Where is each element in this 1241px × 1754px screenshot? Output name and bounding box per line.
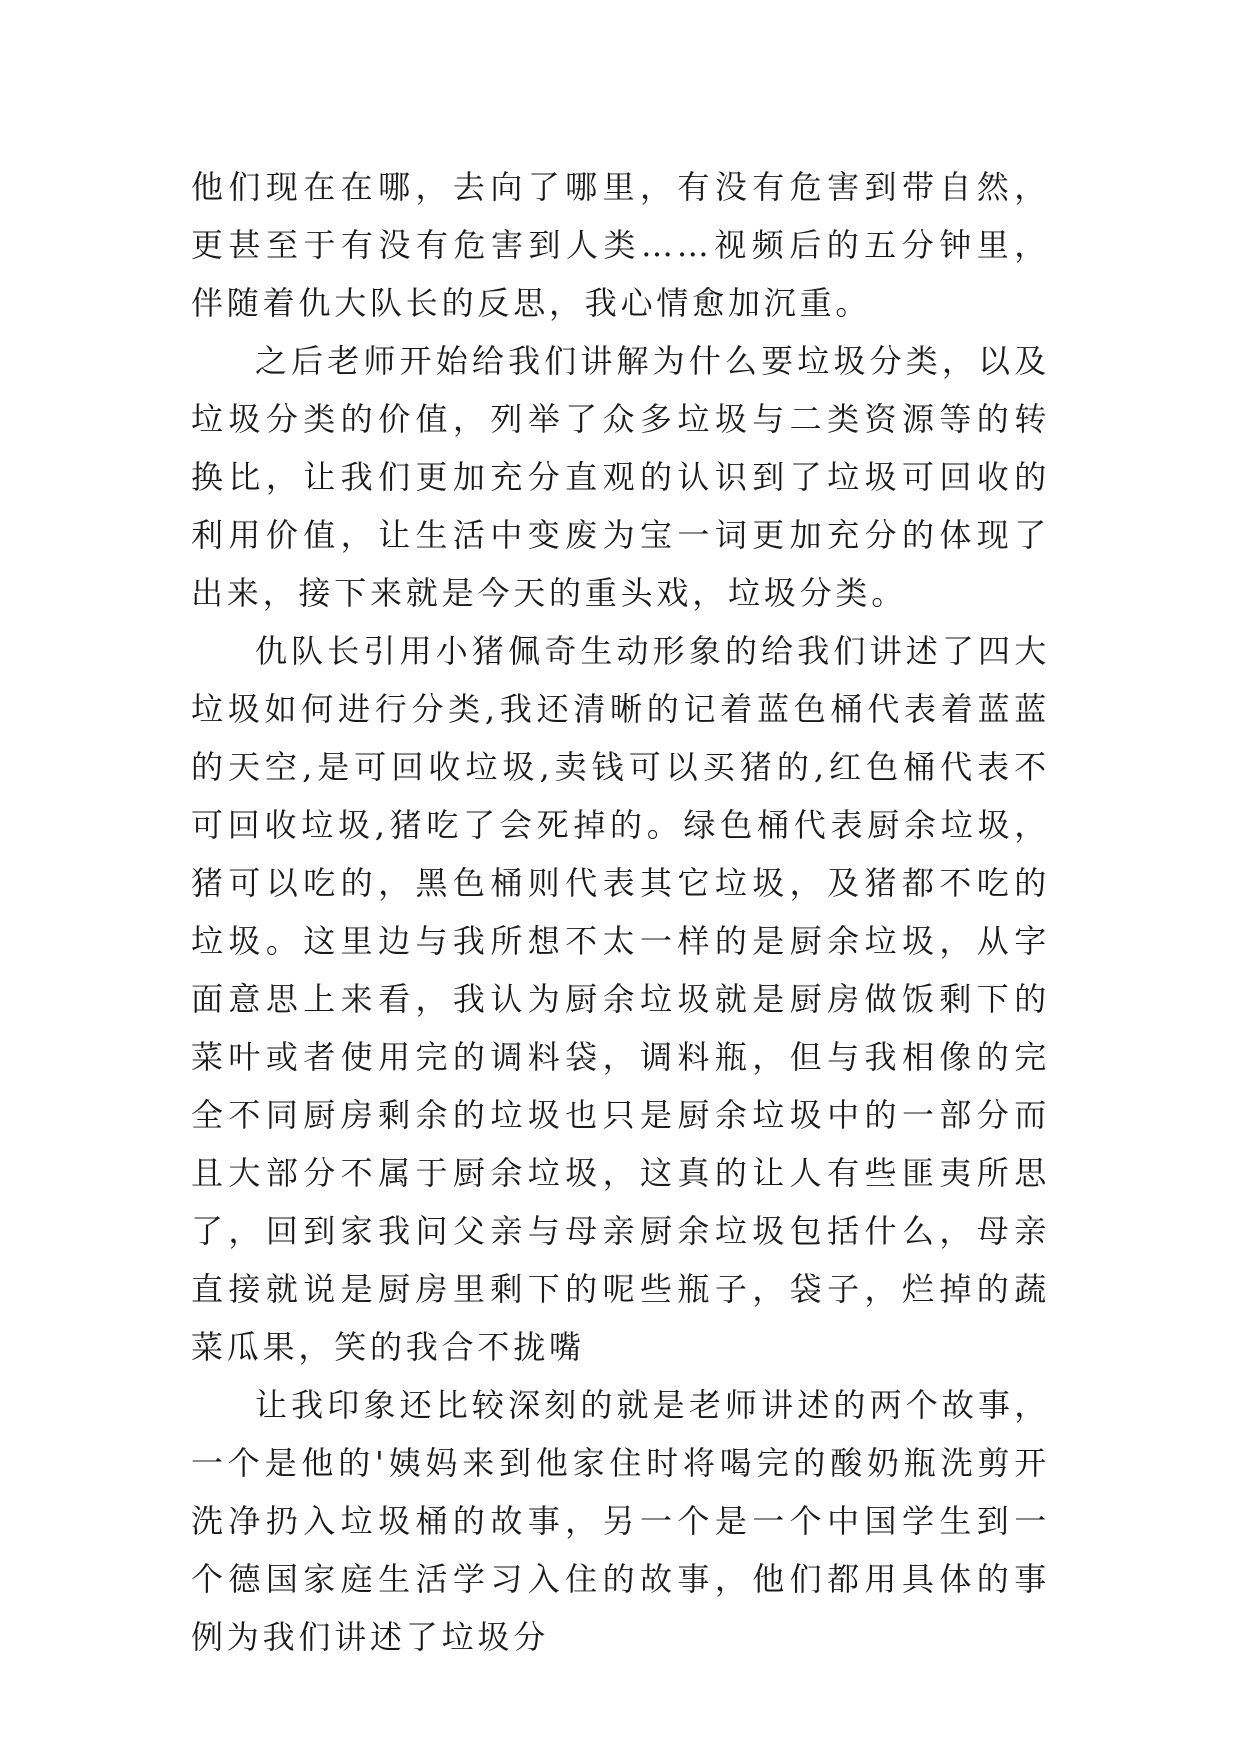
paragraph-2: 之后老师开始给我们讲解为什么要垃圾分类，以及垃圾分类的价值，列举了众多垃圾与二类资源等的转换比，让我们更加充分直观的认识到了垃圾可回收的利用价值，让生活中变废为宝一词更加充分的体现了出来，接下来就是今天的重头戏，垃圾分类。 bbox=[191, 342, 1050, 612]
paragraph-3: 仇队长引用小猪佩奇生动形象的给我们讲述了四大垃圾如何进行分类,我还清晰的记着蓝色桶代表着蓝蓝的天空,是可回收垃圾,卖钱可以买猪的,红色桶代表不可回收垃圾,猪吃了会死掉的。绿色桶代表厨余垃圾，猪可以吃的，黑色桶则代表其它垃圾，及猪都不吃的垃圾。这里边与我所想不太一样的是厨余垃圾，从字面意思上来看，我认为厨余垃圾就是厨房做饭剩下的菜叶或者使用完的调料袋，调料瓶，但与我相像的完全不同厨房剩余的垃圾也只是厨余垃圾中的一部分而且大部分不属于厨余垃圾，这真的让人有些匪夷所思了，回到家我问父亲与母亲厨余垃圾包括什么，母亲直接就说是厨房里剩下的呢些瓶子，袋子，烂掉的蔬菜瓜果，笑的我合不拢嘴 bbox=[191, 632, 1050, 1366]
paragraph-1: 他们现在在哪，去向了哪里，有没有危害到带自然，更甚至于有没有危害到人类……视频后的五分钟里，伴随着仇大队长的反思，我心情愈加沉重。 bbox=[191, 168, 1050, 322]
paragraph-4: 让我印象还比较深刻的就是老师讲述的两个故事，一个是他的'姨妈来到他家住时将喝完的酸奶瓶洗剪开洗净扔入垃圾桶的故事，另一个是一个中国学生到一个德国家庭生活学习入住的故事，他们都用具体的事例为我们讲述了垃圾分 bbox=[191, 1386, 1050, 1656]
body-text bbox=[191, 158, 1050, 1666]
